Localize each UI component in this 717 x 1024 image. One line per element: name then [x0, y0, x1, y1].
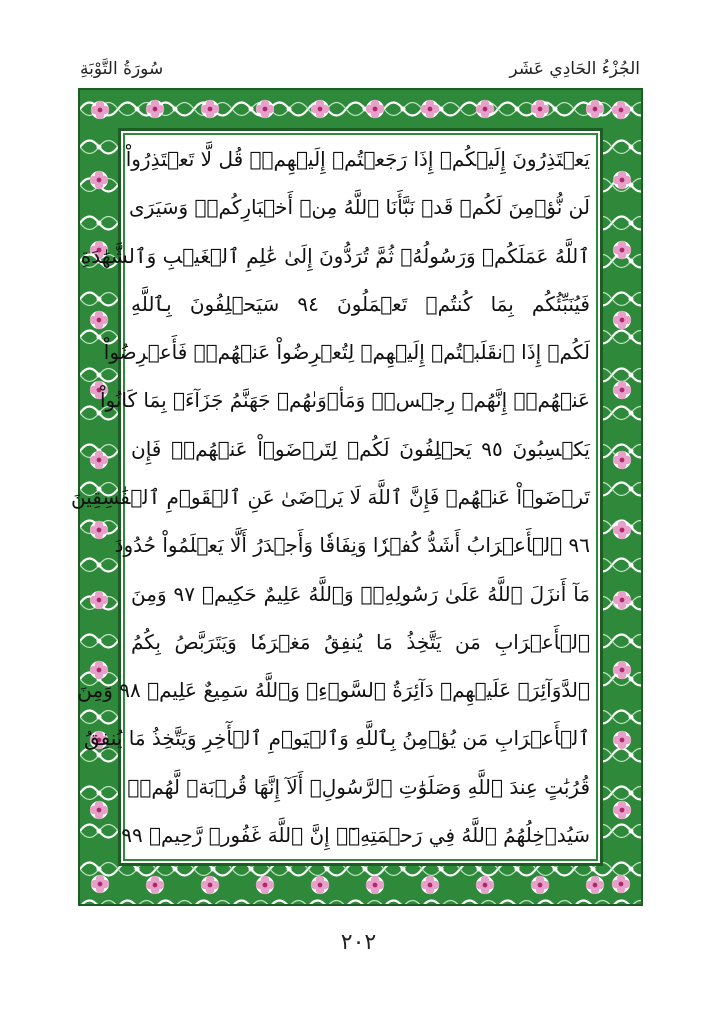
verse-line: لَن نُّؤۡمِنَ لَكُمۡ قَدۡ نَبَّأَنَا ٱللَّهُ مِنۡ أَخۡبَارِكُمۡۚ وَسَيَرَى [129, 195, 590, 220]
verse-line: مَآ أَنزَلَ ٱللَّهُ عَلَىٰ رَسُولِهِۦۗ وَٱللَّهُ عَلِيمٌ حَكِيمٞ ٩٧ وَمِنَ [131, 581, 591, 606]
verse-line: فَيُنَبِّئُكُم بِمَا كُنتُمۡ تَعۡمَلُونَ ٩٤ سَيَحۡلِفُونَ بِٱللَّهِ [131, 291, 590, 316]
verse-line: قُرُبَٰتٍ عِندَ ٱللَّهِ وَصَلَوَٰتِ ٱلرَّسُولِۚ أَلَآ إِنَّهَا قُرۡبَةٞ لَّهُمۡۚ [127, 774, 590, 799]
verse-line: سَيُدۡخِلُهُمُ ٱللَّهُ فِي رَحۡمَتِهِۦٓۚ إِنَّ ٱللَّهَ غَفُورٞ رَّحِيمٞ ٩٩ [121, 822, 590, 847]
verse-line: تَرۡضَوۡاْ عَنۡهُمۡ فَإِنَّ ٱللَّهَ لَا يَرۡضَىٰ عَنِ ٱلۡقَوۡمِ ٱلۡفَٰسِقِينَ [71, 484, 590, 509]
page-number: ٢٠٢ [340, 930, 377, 955]
verse-line: ٱلۡأَعۡرَابِ مَن يُؤۡمِنُ بِٱللَّهِ وَٱلۡيَوۡمِ ٱلۡأٓخِرِ وَيَتَّخِذُ مَا يُنفِقُ [83, 726, 590, 751]
verse-line: لَكُمۡ إِذَا ٱنقَلَبۡتُمۡ إِلَيۡهِمۡ لِتُعۡرِضُواْ عَنۡهُمۡۖ فَأَعۡرِضُواْ [103, 340, 590, 365]
verse-line: عَنۡهُمۡۖ إِنَّهُمۡ رِجۡسٞۖ وَمَأۡوَىٰهُمۡ جَهَنَّمُ جَزَآءَۢ بِمَا كَانُواْ [100, 388, 590, 413]
verse-line: ٱللَّهُ عَمَلَكُمۡ وَرَسُولُهُۥ ثُمَّ تُرَدُّونَ إِلَىٰ عَٰلِمِ ٱلۡغَيۡبِ وَٱلشَّهَٰدَةِ [80, 243, 590, 268]
verse-line: ٱلدَّوَآئِرَۚ عَلَيۡهِمۡ دَآئِرَةُ ٱلسَّوۡءِۗ وَٱللَّهُ سَمِيعٌ عَلِيمٞ ٩٨ وَمِنَ [77, 678, 590, 703]
ornamental-frame [71, 88, 643, 906]
verse-lines [71, 137, 600, 857]
verse-line: ٩٦ ٱلۡأَعۡرَابُ أَشَدُّ كُفۡرٗا وَنِفَاقٗا وَأَجۡدَرُ أَلَّا يَعۡلَمُواْ حُدُودَ [114, 533, 590, 558]
verse-line: ٱلۡأَعۡرَابِ مَن يَتَّخِذُ مَا يُنفِقُ مَغۡرَمٗا وَيَتَرَبَّصُ بِكُمُ [131, 629, 590, 654]
verse-line: يَعۡتَذِرُونَ إِلَيۡكُمۡ إِذَا رَجَعۡتُمۡ إِلَيۡهِمۡۚ قُل لَّا تَعۡتَذِرُواْ [125, 147, 590, 171]
page-header [80, 52, 640, 86]
surah-name: سُورَةُ التَّوْبَةِ [80, 59, 164, 79]
juz-name: الجُزْءُ الحَادِي عَشَر [509, 59, 640, 79]
verse-line: يَكۡسِبُونَ ٩٥ يَحۡلِفُونَ لَكُمۡ لِتَرۡضَوۡاْ عَنۡهُمۡۖ فَإِن [131, 436, 590, 461]
text-panel [71, 128, 603, 866]
